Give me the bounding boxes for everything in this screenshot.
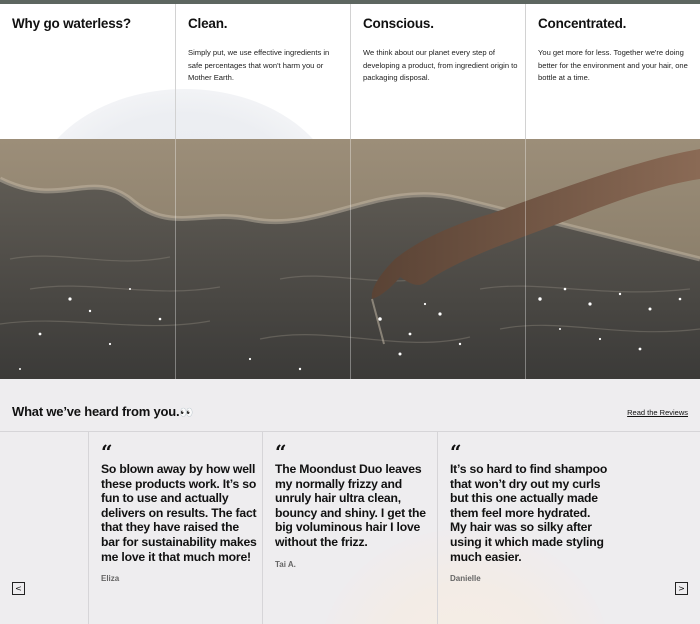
review-card <box>437 432 612 624</box>
carousel-prev-button[interactable]: < <box>12 582 25 595</box>
carousel-next-button[interactable]: > <box>675 582 688 595</box>
hero-photo-water-hand <box>0 139 700 379</box>
review-text: So blown away by how well these products work. It’s so fun to use and actually delivers on results. The fact that they have raised the bar for sustainability makes me love it that much more! <box>101 462 257 564</box>
read-reviews-link[interactable]: Read the Reviews <box>627 408 688 417</box>
why-column-title: Conscious. <box>363 16 434 31</box>
why-column-clean <box>175 4 350 139</box>
why-column-text: Simply put, we use effective ingredients in safe percentages that won't harm you or Mother Earth. <box>188 48 330 83</box>
review-card <box>262 432 437 624</box>
why-heading-column <box>0 4 175 139</box>
review-card <box>88 432 263 624</box>
why-column-concentrated <box>525 4 700 139</box>
why-column-text: You get more for less. Together we're doing better for the environment and your hair, one bottle at a time. <box>538 48 688 83</box>
why-column-text: We think about our planet every step of developing a product, from ingredient origin to packaging disposal. <box>363 48 518 83</box>
reviews-section <box>0 379 700 624</box>
review-text: It’s so hard to find shampoo that won’t dry out my curls but this one actually made them feel more hydrated. My hair was so silky after using it which made styling much easier. <box>450 462 608 564</box>
why-column-title: Clean. <box>188 16 228 31</box>
quote-icon: “ <box>101 440 113 464</box>
why-column-title: Concentrated. <box>538 16 627 31</box>
why-heading: Why go waterless? <box>12 16 131 31</box>
column-divider <box>525 139 526 379</box>
review-author: Tai A. <box>275 559 296 569</box>
eyes-icon: 👀 <box>179 407 193 419</box>
why-waterless-section <box>0 4 700 139</box>
review-author: Danielle <box>450 574 481 584</box>
review-text: The Moondust Duo leaves my normally frizzy and unruly hair ultra clean, bouncy and shiny. I get the big voluminous hair I love without the frizz. <box>275 462 426 549</box>
column-divider <box>175 139 176 379</box>
review-author: Eliza <box>101 574 120 584</box>
column-divider <box>350 139 351 379</box>
reviews-heading <box>12 404 192 419</box>
reviews-heading-text: What we’ve heard from you. <box>12 404 180 419</box>
why-column-conscious <box>350 4 525 139</box>
quote-icon: “ <box>275 440 287 464</box>
quote-icon: “ <box>450 440 462 464</box>
